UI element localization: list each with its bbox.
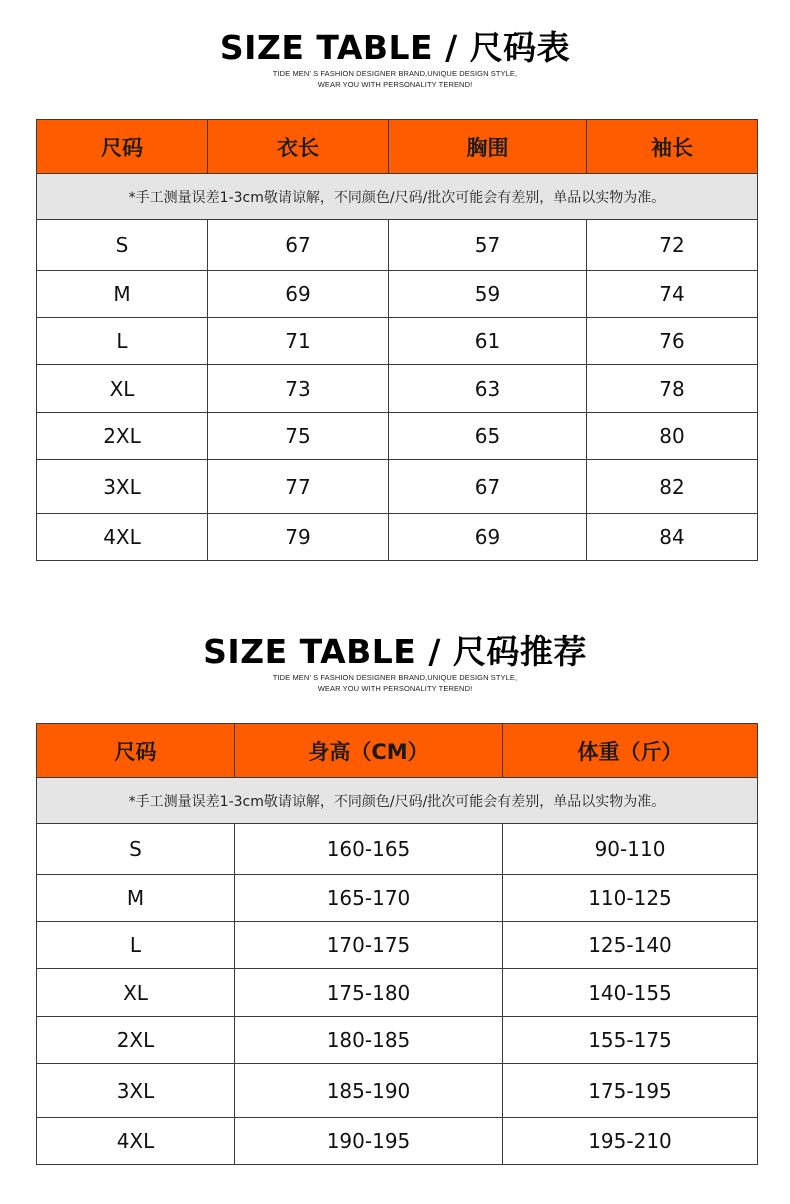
table-cell: L bbox=[37, 922, 235, 969]
table-row bbox=[37, 220, 758, 271]
table-header-row bbox=[37, 724, 758, 778]
table-cell: 160-165 bbox=[235, 824, 503, 875]
table-cell: M bbox=[37, 875, 235, 922]
size-table-subtitle-line1: TIDE MEN’ S FASHION DESIGNER BRAND,UNIQUE DESIGN STYLE, bbox=[272, 69, 518, 78]
table-cell: S bbox=[37, 824, 235, 875]
header-height: 身高（CM） bbox=[235, 724, 503, 778]
table-cell: 76 bbox=[587, 318, 758, 365]
table-row bbox=[37, 271, 758, 318]
table-cell: L bbox=[37, 318, 208, 365]
table-cell: 190-195 bbox=[235, 1118, 503, 1165]
size-recommend-table bbox=[36, 723, 758, 1165]
measurement-note-row bbox=[37, 778, 758, 824]
table-cell: 61 bbox=[389, 318, 587, 365]
header-length: 衣长 bbox=[208, 120, 389, 174]
size-table-subtitle-line2: WEAR YOU WITH PERSONALITY TEREND! bbox=[317, 80, 473, 89]
table-cell: 77 bbox=[208, 460, 389, 514]
table-cell: 69 bbox=[389, 514, 587, 561]
table-cell: 75 bbox=[208, 413, 389, 460]
table-cell: 67 bbox=[389, 460, 587, 514]
table-cell: 57 bbox=[389, 220, 587, 271]
table-cell: 82 bbox=[587, 460, 758, 514]
table-cell: 65 bbox=[389, 413, 587, 460]
table-cell: 185-190 bbox=[235, 1064, 503, 1118]
table-row bbox=[37, 318, 758, 365]
table-cell: 170-175 bbox=[235, 922, 503, 969]
table-cell: 72 bbox=[587, 220, 758, 271]
table-cell: 2XL bbox=[37, 413, 208, 460]
table-cell: 78 bbox=[587, 365, 758, 413]
table-cell: 125-140 bbox=[503, 922, 758, 969]
table-cell: 79 bbox=[208, 514, 389, 561]
table-cell: XL bbox=[37, 365, 208, 413]
table-cell: 140-155 bbox=[503, 969, 758, 1017]
measurement-note: *手工测量误差1-3cm敬请谅解，不同颜色/尺码/批次可能会有差别，单品以实物为准。 bbox=[37, 174, 758, 220]
table-row bbox=[37, 875, 758, 922]
table-cell: 90-110 bbox=[503, 824, 758, 875]
table-cell: 180-185 bbox=[235, 1017, 503, 1064]
table-cell: 3XL bbox=[37, 1064, 235, 1118]
table-cell: 4XL bbox=[37, 1118, 235, 1165]
table-row bbox=[37, 1017, 758, 1064]
header-weight: 体重（斤） bbox=[503, 724, 758, 778]
table-cell: 2XL bbox=[37, 1017, 235, 1064]
table-row bbox=[37, 1118, 758, 1165]
table-cell: 155-175 bbox=[503, 1017, 758, 1064]
table-cell: 63 bbox=[389, 365, 587, 413]
size-table-title: SIZE TABLE / 尺码表 bbox=[219, 28, 571, 67]
header-sleeve: 袖长 bbox=[587, 120, 758, 174]
table-cell: 73 bbox=[208, 365, 389, 413]
table-cell: 175-195 bbox=[503, 1064, 758, 1118]
header-chest: 胸围 bbox=[389, 120, 587, 174]
table-row bbox=[37, 1064, 758, 1118]
table-row bbox=[37, 922, 758, 969]
table-cell: 80 bbox=[587, 413, 758, 460]
table-cell: 59 bbox=[389, 271, 587, 318]
table-row bbox=[37, 514, 758, 561]
table-row bbox=[37, 413, 758, 460]
table-cell: 110-125 bbox=[503, 875, 758, 922]
size-measurement-table bbox=[36, 119, 758, 561]
table-header-row bbox=[37, 120, 758, 174]
header-size: 尺码 bbox=[37, 120, 208, 174]
measurement-note: *手工测量误差1-3cm敬请谅解，不同颜色/尺码/批次可能会有差别，单品以实物为准。 bbox=[37, 778, 758, 824]
table-cell: 69 bbox=[208, 271, 389, 318]
table-cell: 165-170 bbox=[235, 875, 503, 922]
table-cell: 71 bbox=[208, 318, 389, 365]
header-size: 尺码 bbox=[37, 724, 235, 778]
table-cell: 67 bbox=[208, 220, 389, 271]
table-cell: 3XL bbox=[37, 460, 208, 514]
table-cell: 175-180 bbox=[235, 969, 503, 1017]
size-recommend-subtitle-line2: WEAR YOU WITH PERSONALITY TEREND! bbox=[317, 684, 473, 693]
table-row bbox=[37, 824, 758, 875]
table-row bbox=[37, 365, 758, 413]
table-cell: S bbox=[37, 220, 208, 271]
table-cell: XL bbox=[37, 969, 235, 1017]
size-recommend-subtitle-line1: TIDE MEN’ S FASHION DESIGNER BRAND,UNIQUE DESIGN STYLE, bbox=[272, 673, 518, 682]
table-cell: 74 bbox=[587, 271, 758, 318]
table-cell: 195-210 bbox=[503, 1118, 758, 1165]
table-row bbox=[37, 460, 758, 514]
measurement-note-row bbox=[37, 174, 758, 220]
size-recommend-title: SIZE TABLE / 尺码推荐 bbox=[203, 632, 587, 671]
table-cell: M bbox=[37, 271, 208, 318]
table-cell: 4XL bbox=[37, 514, 208, 561]
table-cell: 84 bbox=[587, 514, 758, 561]
table-row bbox=[37, 969, 758, 1017]
